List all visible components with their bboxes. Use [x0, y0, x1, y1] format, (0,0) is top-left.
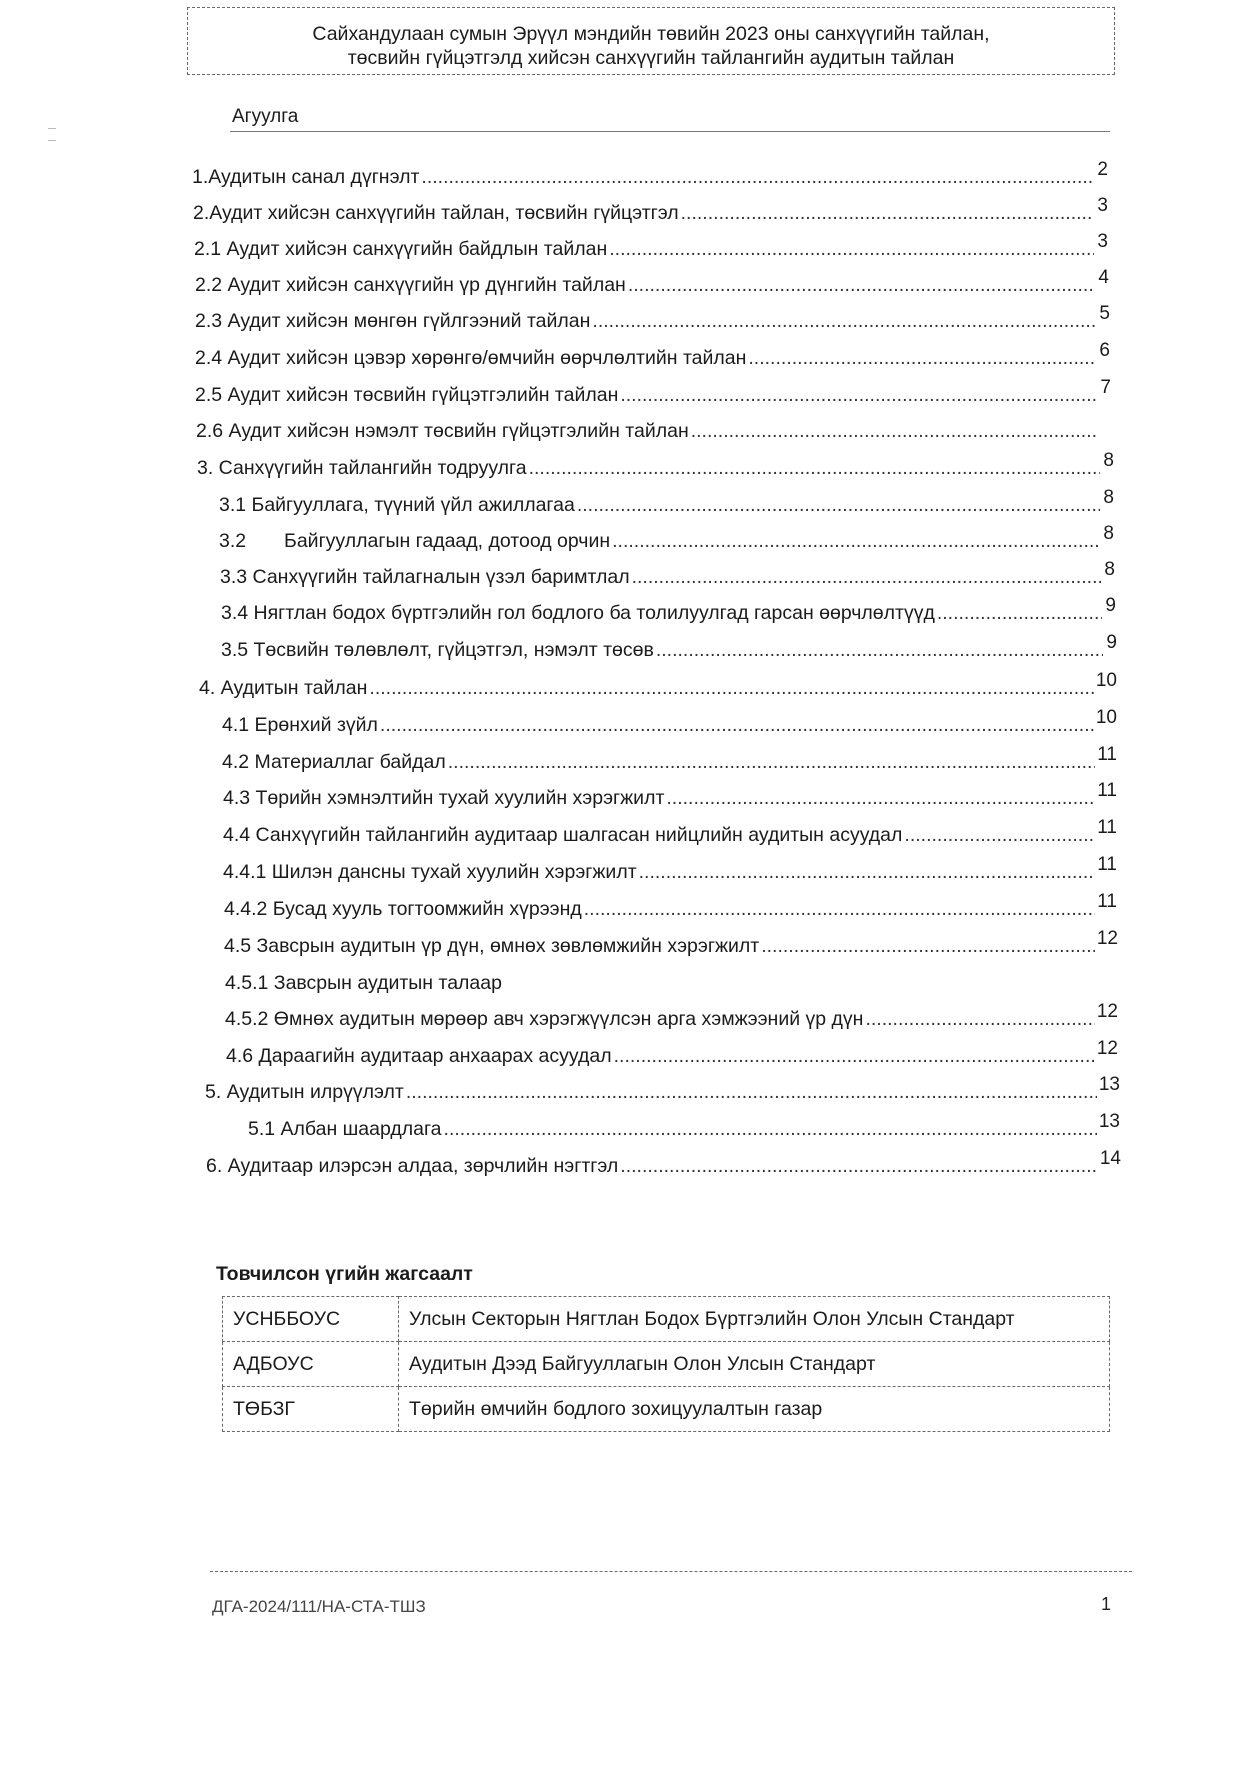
toc-leader: [444, 1118, 1097, 1141]
toc-entry[interactable]: [222, 707, 1117, 740]
abbreviation-cell: АДБОУС: [223, 1342, 399, 1387]
toc-entry-page: 8: [1103, 487, 1114, 508]
toc-entry-label: 4.4.2 Бусад хууль тогтоомжийн хүрээнд: [224, 898, 582, 920]
header-line-1: Сайхандулаан сумын Эрүүл мэндийн төвийн 2023 оны санхүүгийн тайлан,: [312, 23, 990, 45]
toc-entry[interactable]: [224, 928, 1118, 961]
toc-leader: [614, 1045, 1095, 1068]
toc-entry-page: 8: [1103, 523, 1114, 544]
toc-leader: [681, 202, 1094, 225]
toc-entry[interactable]: [219, 487, 1114, 520]
toc-entry[interactable]: [248, 1111, 1120, 1144]
toc-entry-page: 8: [1103, 450, 1114, 471]
toc-entry-page: 11: [1097, 891, 1117, 912]
toc-entry-page: 8: [1104, 559, 1115, 580]
toc-entry-label: 4.3 Төрийн хэмнэлтийн тухай хуулийн хэрэгжилт: [223, 787, 665, 809]
scan-mark: [48, 128, 56, 129]
toc-leader: [380, 714, 1094, 737]
toc-entry[interactable]: [195, 303, 1110, 336]
toc-entry[interactable]: [206, 1148, 1121, 1181]
toc-entry-label: 4.5 Завсрын аудитын үр дүн, өмнөх зөвлөмжийн хэрэгжилт: [224, 935, 760, 957]
toc-heading-rule: [230, 131, 1110, 132]
table-row: [223, 1387, 1110, 1432]
toc-entry[interactable]: [224, 891, 1117, 924]
toc-entry-page: 9: [1106, 632, 1117, 653]
toc-entry-page: 9: [1105, 595, 1116, 616]
toc-entry-page: 12: [1096, 1001, 1118, 1022]
toc-entry-label: 4.5.1 Завсрын аудитын талаар: [225, 972, 502, 994]
toc-entry-page: 12: [1096, 1038, 1118, 1059]
toc-entry[interactable]: [199, 670, 1117, 703]
toc-entry-label: 2.4 Аудит хийсэн цэвэр хөрөнгө/өмчийн өөрчлөлтийн тайлан: [195, 347, 747, 369]
toc-entry-page: 11: [1097, 780, 1117, 801]
toc-entry-page: 3: [1097, 195, 1108, 216]
toc-leader: [748, 347, 1096, 370]
toc-entry-label: 4.5.2 Өмнөх аудитын мөрөөр авч хэрэгжүүлсэн арга хэмжээний үр дүн: [225, 1008, 864, 1030]
toc-leader: [937, 602, 1102, 625]
toc-entry-label: 1.Аудитын санал дүгнэлт: [192, 166, 420, 188]
toc-leader: [406, 1081, 1097, 1104]
toc-entry-page: 5: [1099, 303, 1110, 324]
toc-entry-page: 2: [1097, 159, 1108, 180]
toc-entry-page: 11: [1097, 817, 1117, 838]
toc-entry-label: 3.1 Байгууллага, түүний үйл ажиллагаа: [219, 494, 575, 516]
toc-leader: [628, 274, 1095, 297]
toc-leader: [612, 530, 1100, 553]
abbreviation-cell: УСНББОУС: [223, 1297, 399, 1342]
toc-leader: [421, 166, 1094, 189]
toc-entry-page: 12: [1096, 928, 1118, 949]
footer-rule: [210, 1571, 1132, 1572]
toc-entry-label: 2.5 Аудит хийсэн төсвийн гүйцэтгэлийн тайлан: [195, 384, 619, 406]
toc-entry-label: 2.1 Аудит хийсэн санхүүгийн байдлын тайлан: [194, 238, 608, 260]
toc-entry[interactable]: [197, 450, 1114, 483]
toc-entry-label: 5.1 Албан шаардлага: [248, 1118, 442, 1140]
toc-entry-label: 3.3 Санхүүгийн тайлагналын үзэл баримтлал: [220, 566, 630, 588]
toc-entry-label: 2.6 Аудит хийсэн нэмэлт төсвийн гүйцэтгэлийн тайлан: [196, 420, 689, 442]
toc-leader: [666, 787, 1095, 810]
abbreviation-cell: ТӨБЗГ: [223, 1387, 399, 1432]
toc-entry[interactable]: [195, 340, 1110, 373]
toc-entry-label: 4.1 Ерөнхий зүйл: [222, 714, 378, 736]
toc-leader: [369, 677, 1093, 700]
scan-mark: [48, 140, 56, 141]
toc-entry[interactable]: [223, 817, 1117, 850]
table-row: [223, 1342, 1110, 1387]
toc-entry-page: 10: [1095, 670, 1117, 691]
header-line-2: төсвийн гүйцэтгэлд хийсэн санхүүгийн тайлангийн аудитын тайлан: [347, 47, 955, 69]
toc-entry[interactable]: [220, 559, 1115, 592]
definition-cell: Төрийн өмчийн бодлого зохицуулалтын газар: [399, 1387, 1110, 1432]
toc-entry[interactable]: [223, 854, 1117, 887]
toc-leader: [620, 1155, 1098, 1178]
toc-entry[interactable]: [223, 780, 1117, 813]
table-row: [223, 1297, 1110, 1342]
document-code: ДГА-2024/111/НА-СТА-ТШЗ: [212, 1597, 426, 1616]
toc-entry-label: 3.5 Төсвийн төлөвлөлт, гүйцэтгэл, нэмэлт төсөв: [221, 639, 654, 661]
toc-entry[interactable]: [226, 1038, 1118, 1071]
toc-entry-page: 10: [1095, 707, 1117, 728]
toc-leader: [632, 566, 1101, 589]
toc-leader: [620, 384, 1097, 407]
toc-entry-page: 3: [1097, 231, 1108, 252]
toc-entry-page: 13: [1098, 1111, 1120, 1132]
toc-entry-page: 7: [1100, 377, 1111, 398]
toc-entry-label: 2.3 Аудит хийсэн мөнгөн гүйлгээний тайлан: [195, 310, 591, 332]
toc-entry[interactable]: [195, 267, 1109, 300]
toc-entry-label: 5. Аудитын илрүүлэлт: [205, 1081, 404, 1103]
toc-entry-label: 2.2 Аудит хийсэн санхүүгийн үр дүнгийн тайлан: [195, 274, 626, 296]
toc-entry[interactable]: [225, 972, 625, 998]
toc-entry[interactable]: [205, 1074, 1120, 1107]
toc-entry[interactable]: [195, 377, 1111, 410]
toc-entry-label: 3.2 Байгууллагын гадаад, дотоод орчин: [219, 530, 611, 552]
definition-cell: Аудитын Дээд Байгууллагын Олон Улсын Стандарт: [399, 1342, 1110, 1387]
abbreviations-title: Товчилсон үгийн жагсаалт: [216, 1263, 473, 1285]
toc-entry-page: 13: [1098, 1074, 1120, 1095]
definition-cell: Улсын Секторын Нягтлан Бодох Бүртгэлийн Олон Улсын Стандарт: [399, 1297, 1110, 1342]
toc-leader: [584, 898, 1096, 921]
toc-leader: [609, 238, 1094, 261]
toc-entry[interactable]: [196, 420, 1110, 446]
toc-leader: [577, 494, 1100, 517]
toc-entry[interactable]: [193, 195, 1108, 228]
toc-entry-label: 4. Аудитын тайлан: [199, 677, 368, 699]
toc-entry-page: 11: [1097, 854, 1117, 875]
toc-entry-label: 2.Аудит хийсэн санхүүгийн тайлан, төсвийн гүйцэтгэл: [193, 202, 679, 224]
toc-entry-page: 4: [1098, 267, 1109, 288]
abbreviations-table: [222, 1296, 1110, 1432]
toc-leader: [529, 457, 1100, 480]
toc-entry-label: 4.2 Материаллаг байдал: [222, 751, 446, 773]
toc-entry[interactable]: [219, 523, 1114, 556]
toc-entry-label: 4.4.1 Шилэн дансны тухай хуулийн хэрэгжилт: [223, 861, 637, 883]
toc-leader: [904, 824, 1095, 847]
toc-leader: [865, 1008, 1094, 1031]
toc-entry[interactable]: [221, 595, 1116, 628]
toc-entry[interactable]: [222, 744, 1117, 777]
toc-entry-label: 4.4 Санхүүгийн тайлангийн аудитаар шалгасан нийцлийн аудитын асуудал: [223, 824, 903, 846]
toc-leader: [691, 420, 1096, 443]
toc-entry-page: 14: [1099, 1148, 1121, 1169]
toc-entry-page: 6: [1099, 340, 1110, 361]
toc-entry-label: 4.6 Дараагийн аудитаар анхаарах асуудал: [226, 1045, 612, 1067]
toc-leader: [448, 751, 1096, 774]
toc-entry-label: 6. Аудитаар илэрсэн алдаа, зөрчлийн нэгтгэл: [206, 1155, 619, 1177]
toc-entry-label: 3. Санхүүгийн тайлангийн тодруулга: [197, 457, 527, 479]
toc-leader: [639, 861, 1096, 884]
page-number: 1: [1101, 1594, 1112, 1614]
toc-heading: Агуулга: [232, 106, 299, 127]
toc-entry[interactable]: [225, 1001, 1118, 1034]
toc-leader: [761, 935, 1095, 958]
toc-entry-label: 3.4 Нягтлан бодох бүртгэлийн гол бодлого ба толилуулгад гарсан өөрчлөлтүүд: [221, 602, 935, 624]
document-header: [187, 7, 1115, 75]
toc-leader: [592, 310, 1096, 333]
toc-entry[interactable]: [192, 159, 1108, 192]
toc-entry-page: 11: [1097, 744, 1117, 765]
toc-entry[interactable]: [194, 231, 1108, 264]
toc-entry[interactable]: [221, 632, 1117, 665]
toc-leader: [656, 639, 1103, 662]
